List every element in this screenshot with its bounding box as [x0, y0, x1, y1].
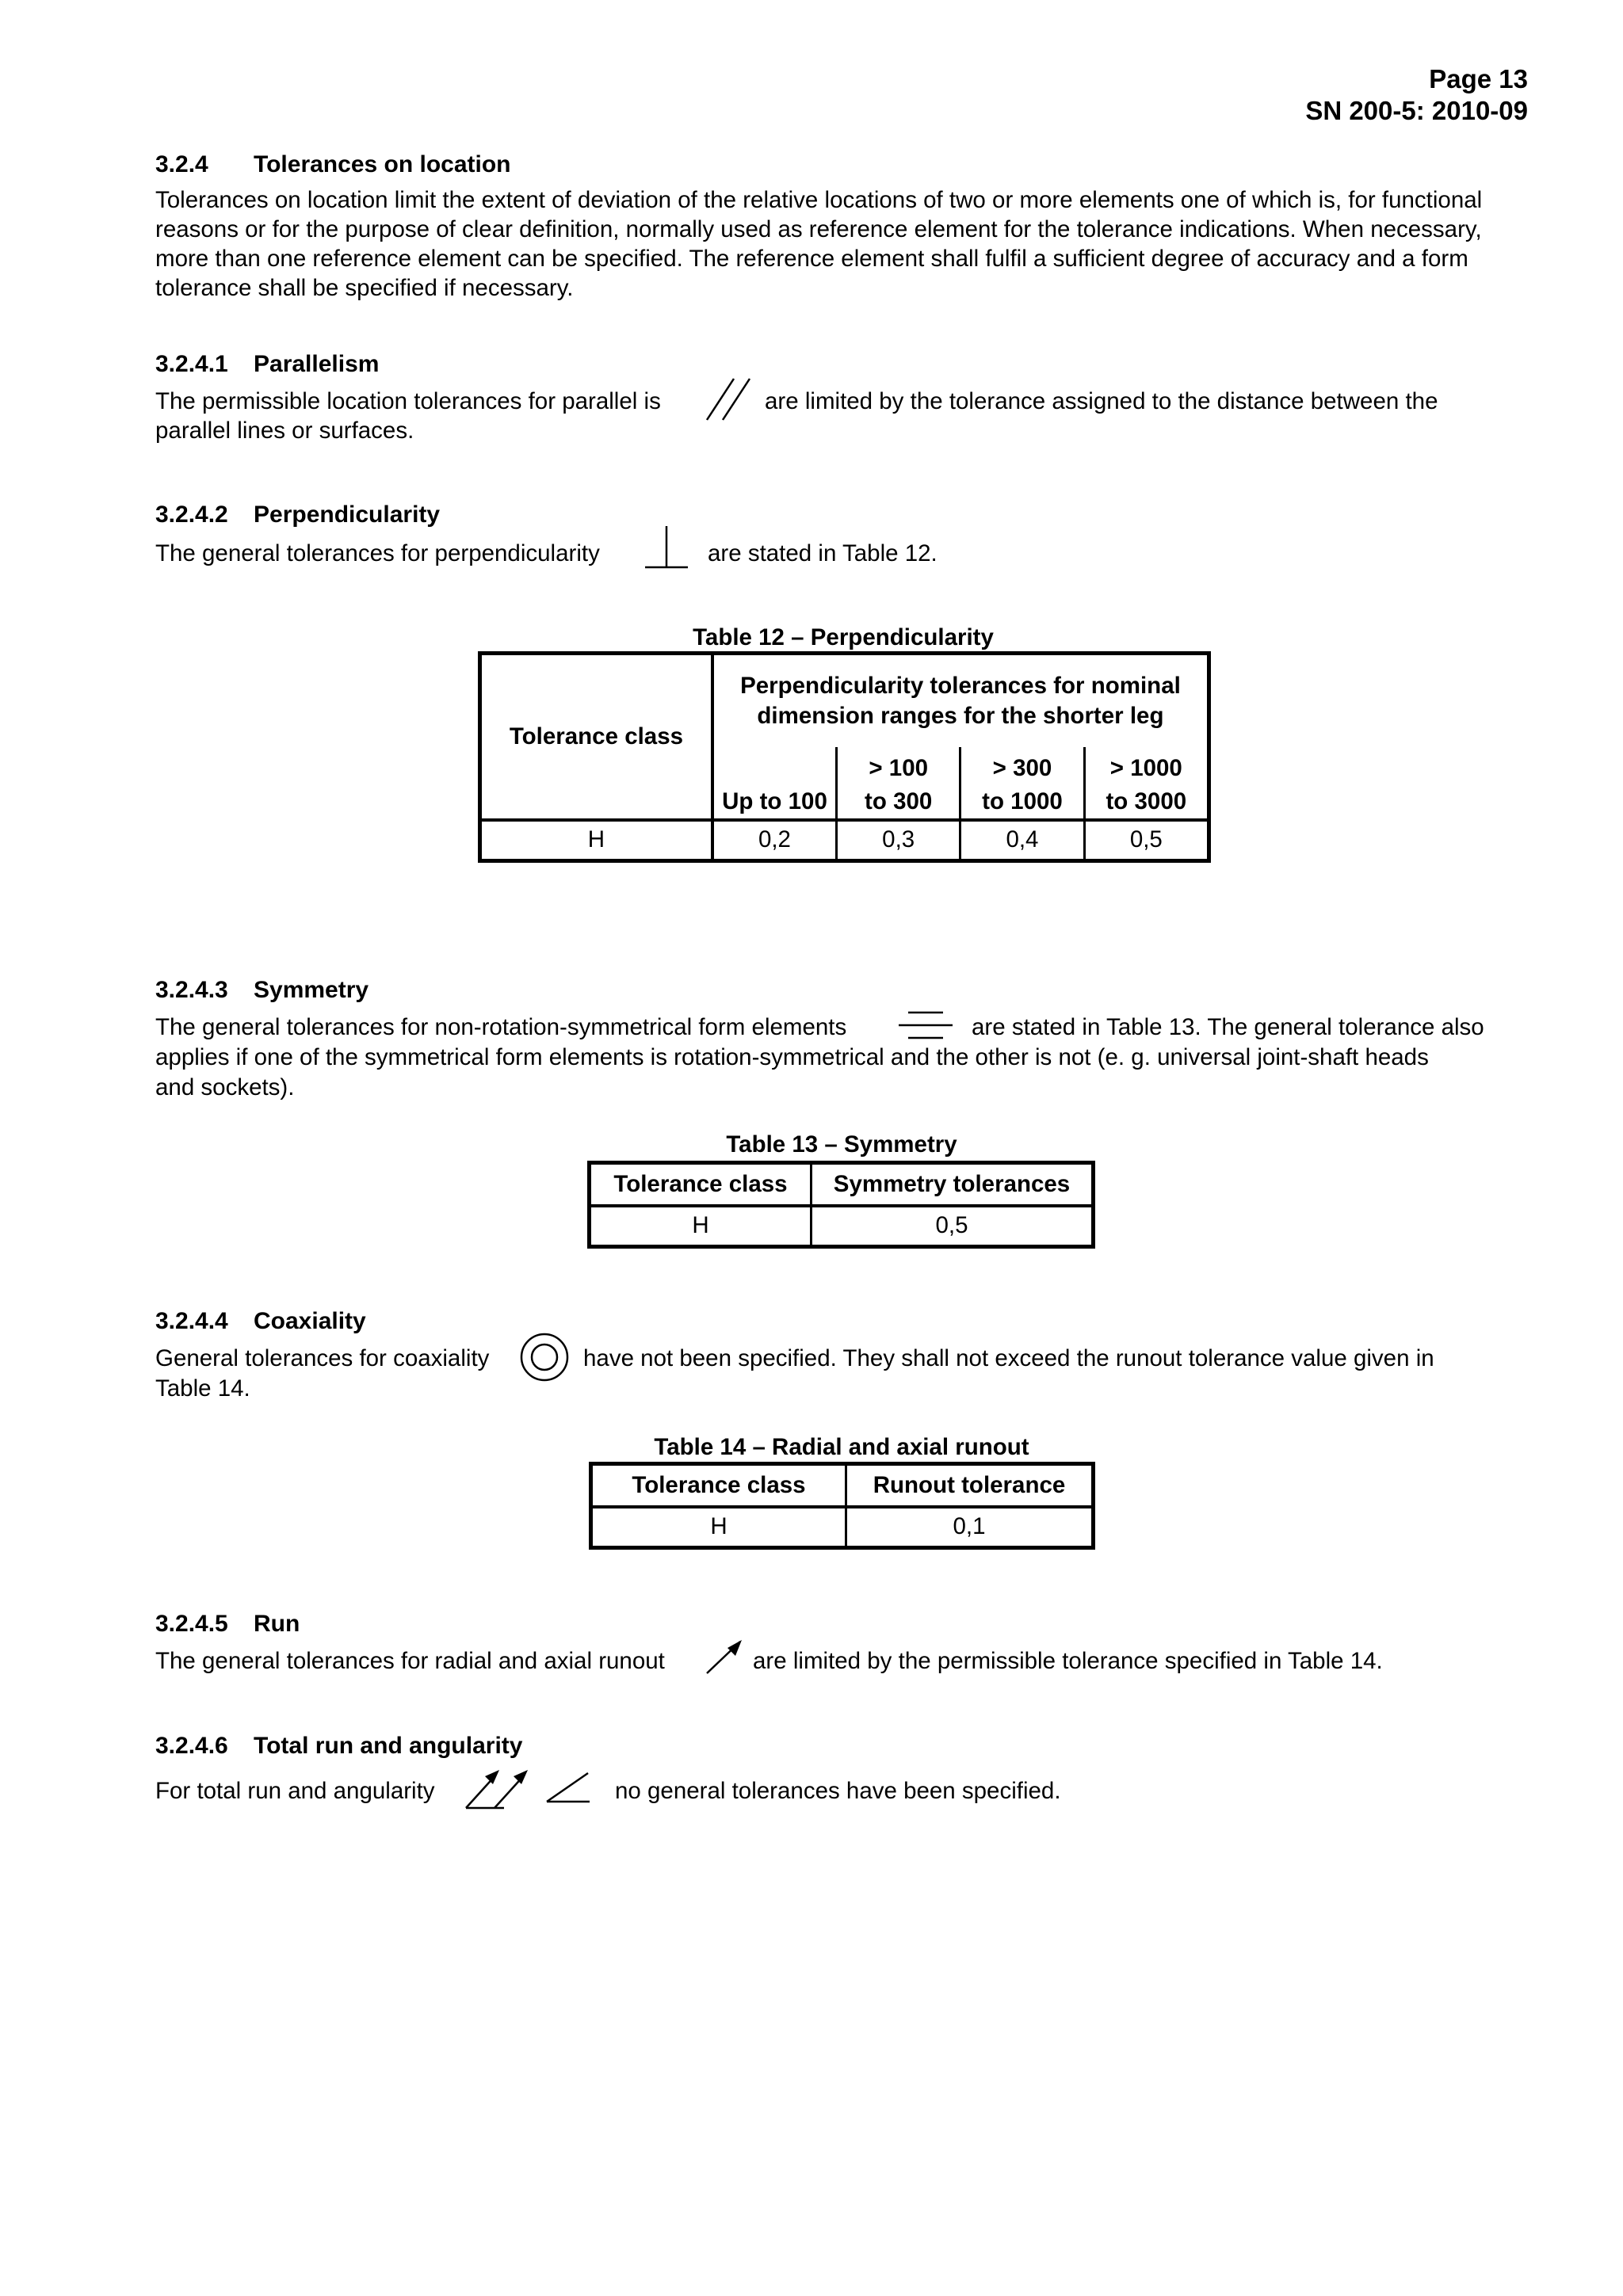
table-12-value: 0,4 [960, 820, 1084, 861]
document-id: SN 200-5: 2010-09 [1305, 96, 1528, 125]
table-14-caption: Table 14 – Radial and axial runout [654, 1434, 1029, 1460]
table-14-header-value: Runout tolerance [846, 1464, 1094, 1507]
table-13 [587, 1161, 1095, 1249]
section-heading-run: 3.2.4.5 Run [155, 1611, 300, 1637]
table-12-value: 0,5 [1084, 820, 1209, 861]
table-13-row-value: 0,5 [812, 1206, 1094, 1247]
coaxiality-text-1a: General tolerances for coaxiality [155, 1345, 490, 1371]
table-12-value: 0,3 [837, 820, 960, 861]
parallelism-text-1a: The permissible location tolerances for parallel is [155, 388, 661, 414]
coaxiality-text-1b: have not been specified. They shall not exceed the runout tolerance value given in [583, 1345, 1434, 1371]
perpendicularity-text-a: The general tolerances for perpendicularity [155, 540, 600, 566]
perpendicularity-icon [643, 523, 689, 570]
table-12 [478, 651, 1211, 863]
page-number: Page 13 [1429, 64, 1528, 93]
parallelism-text-1b: are limited by the tolerance assigned to the distance between the [765, 388, 1438, 414]
table-14-header-class: Tolerance class [591, 1464, 846, 1507]
coaxiality-text-2: Table 14. [155, 1375, 250, 1402]
perpendicularity-text-b: are stated in Table 12. [708, 540, 938, 566]
table-12-caption: Table 12 – Perpendicularity [693, 624, 994, 650]
table-12-range-1: Up to 100 [712, 747, 837, 820]
page-header [1305, 63, 1528, 127]
table-14-row-value: 0,1 [846, 1507, 1094, 1548]
table-13-row-class: H [590, 1206, 812, 1247]
table-12-row-class: H [480, 820, 712, 861]
runout-icon [702, 1637, 747, 1676]
total-run-text-b: no general tolerances have been specified. [615, 1778, 1061, 1804]
run-text-b: are limited by the permissible tolerance specified in Table 14. [753, 1648, 1383, 1674]
section-heading-symmetry: 3.2.4.3 Symmetry [155, 977, 369, 1003]
section-heading-total-run: 3.2.4.6 Total run and angularity [155, 1733, 523, 1759]
section-heading-perpendicularity: 3.2.4.2 Perpendicularity [155, 502, 441, 528]
symmetry-icon [897, 1008, 954, 1044]
angularity-icon [545, 1770, 591, 1805]
parallelism-text-2: parallel lines or surfaces. [155, 418, 414, 444]
symmetry-text-2: applies if one of the symmetrical form elements is rotation-symmetrical and the other is not (e. g. universal joint-shaft heads [155, 1044, 1429, 1070]
total-run-text-a: For total run and angularity [155, 1778, 435, 1804]
table-12-range-3: > 300 to 1000 [960, 747, 1084, 820]
table-13-header-value: Symmetry tolerances [812, 1163, 1094, 1206]
symmetry-text-1a: The general tolerances for non-rotation-symmetrical form elements [155, 1014, 847, 1040]
section-heading-parallelism: 3.2.4.1 Parallelism [155, 351, 380, 377]
total-runout-icon [463, 1764, 536, 1811]
coaxiality-icon [518, 1331, 571, 1383]
section-text-3-2-4: Tolerances on location limit the extent of deviation of the relative locations of two or more elements one of which is, for functional reasons or for the purpose of clear definition, normally used as reference element for the tolerance indications. When necessary, more than one reference element can be specified. The reference element shall fulfil a sufficient degree of accuracy and a form tolerance shall be specified if necessary. [155, 187, 1483, 301]
table-14 [589, 1462, 1095, 1550]
table-12-value: 0,2 [712, 820, 837, 861]
table-12-group-header: Perpendicularity tolerances for nominal dimension ranges for the shorter leg [712, 654, 1209, 747]
run-text-a: The general tolerances for radial and axial runout [155, 1648, 665, 1674]
table-13-header-class: Tolerance class [590, 1163, 812, 1206]
parallelism-icon [704, 376, 754, 423]
symmetry-text-3: and sockets). [155, 1074, 295, 1100]
table-13-caption: Table 13 – Symmetry [726, 1131, 957, 1158]
table-12-range-2: > 100 to 300 [837, 747, 960, 820]
table-14-row-class: H [591, 1507, 846, 1548]
symmetry-text-1b: are stated in Table 13. The general tolerance also [972, 1014, 1484, 1040]
section-heading-3-2-4: 3.2.4 Tolerances on location [155, 151, 511, 177]
table-12-header-class: Tolerance class [480, 654, 712, 820]
section-heading-coaxiality: 3.2.4.4 Coaxiality [155, 1308, 366, 1334]
table-12-range-4: > 1000 to 3000 [1084, 747, 1209, 820]
